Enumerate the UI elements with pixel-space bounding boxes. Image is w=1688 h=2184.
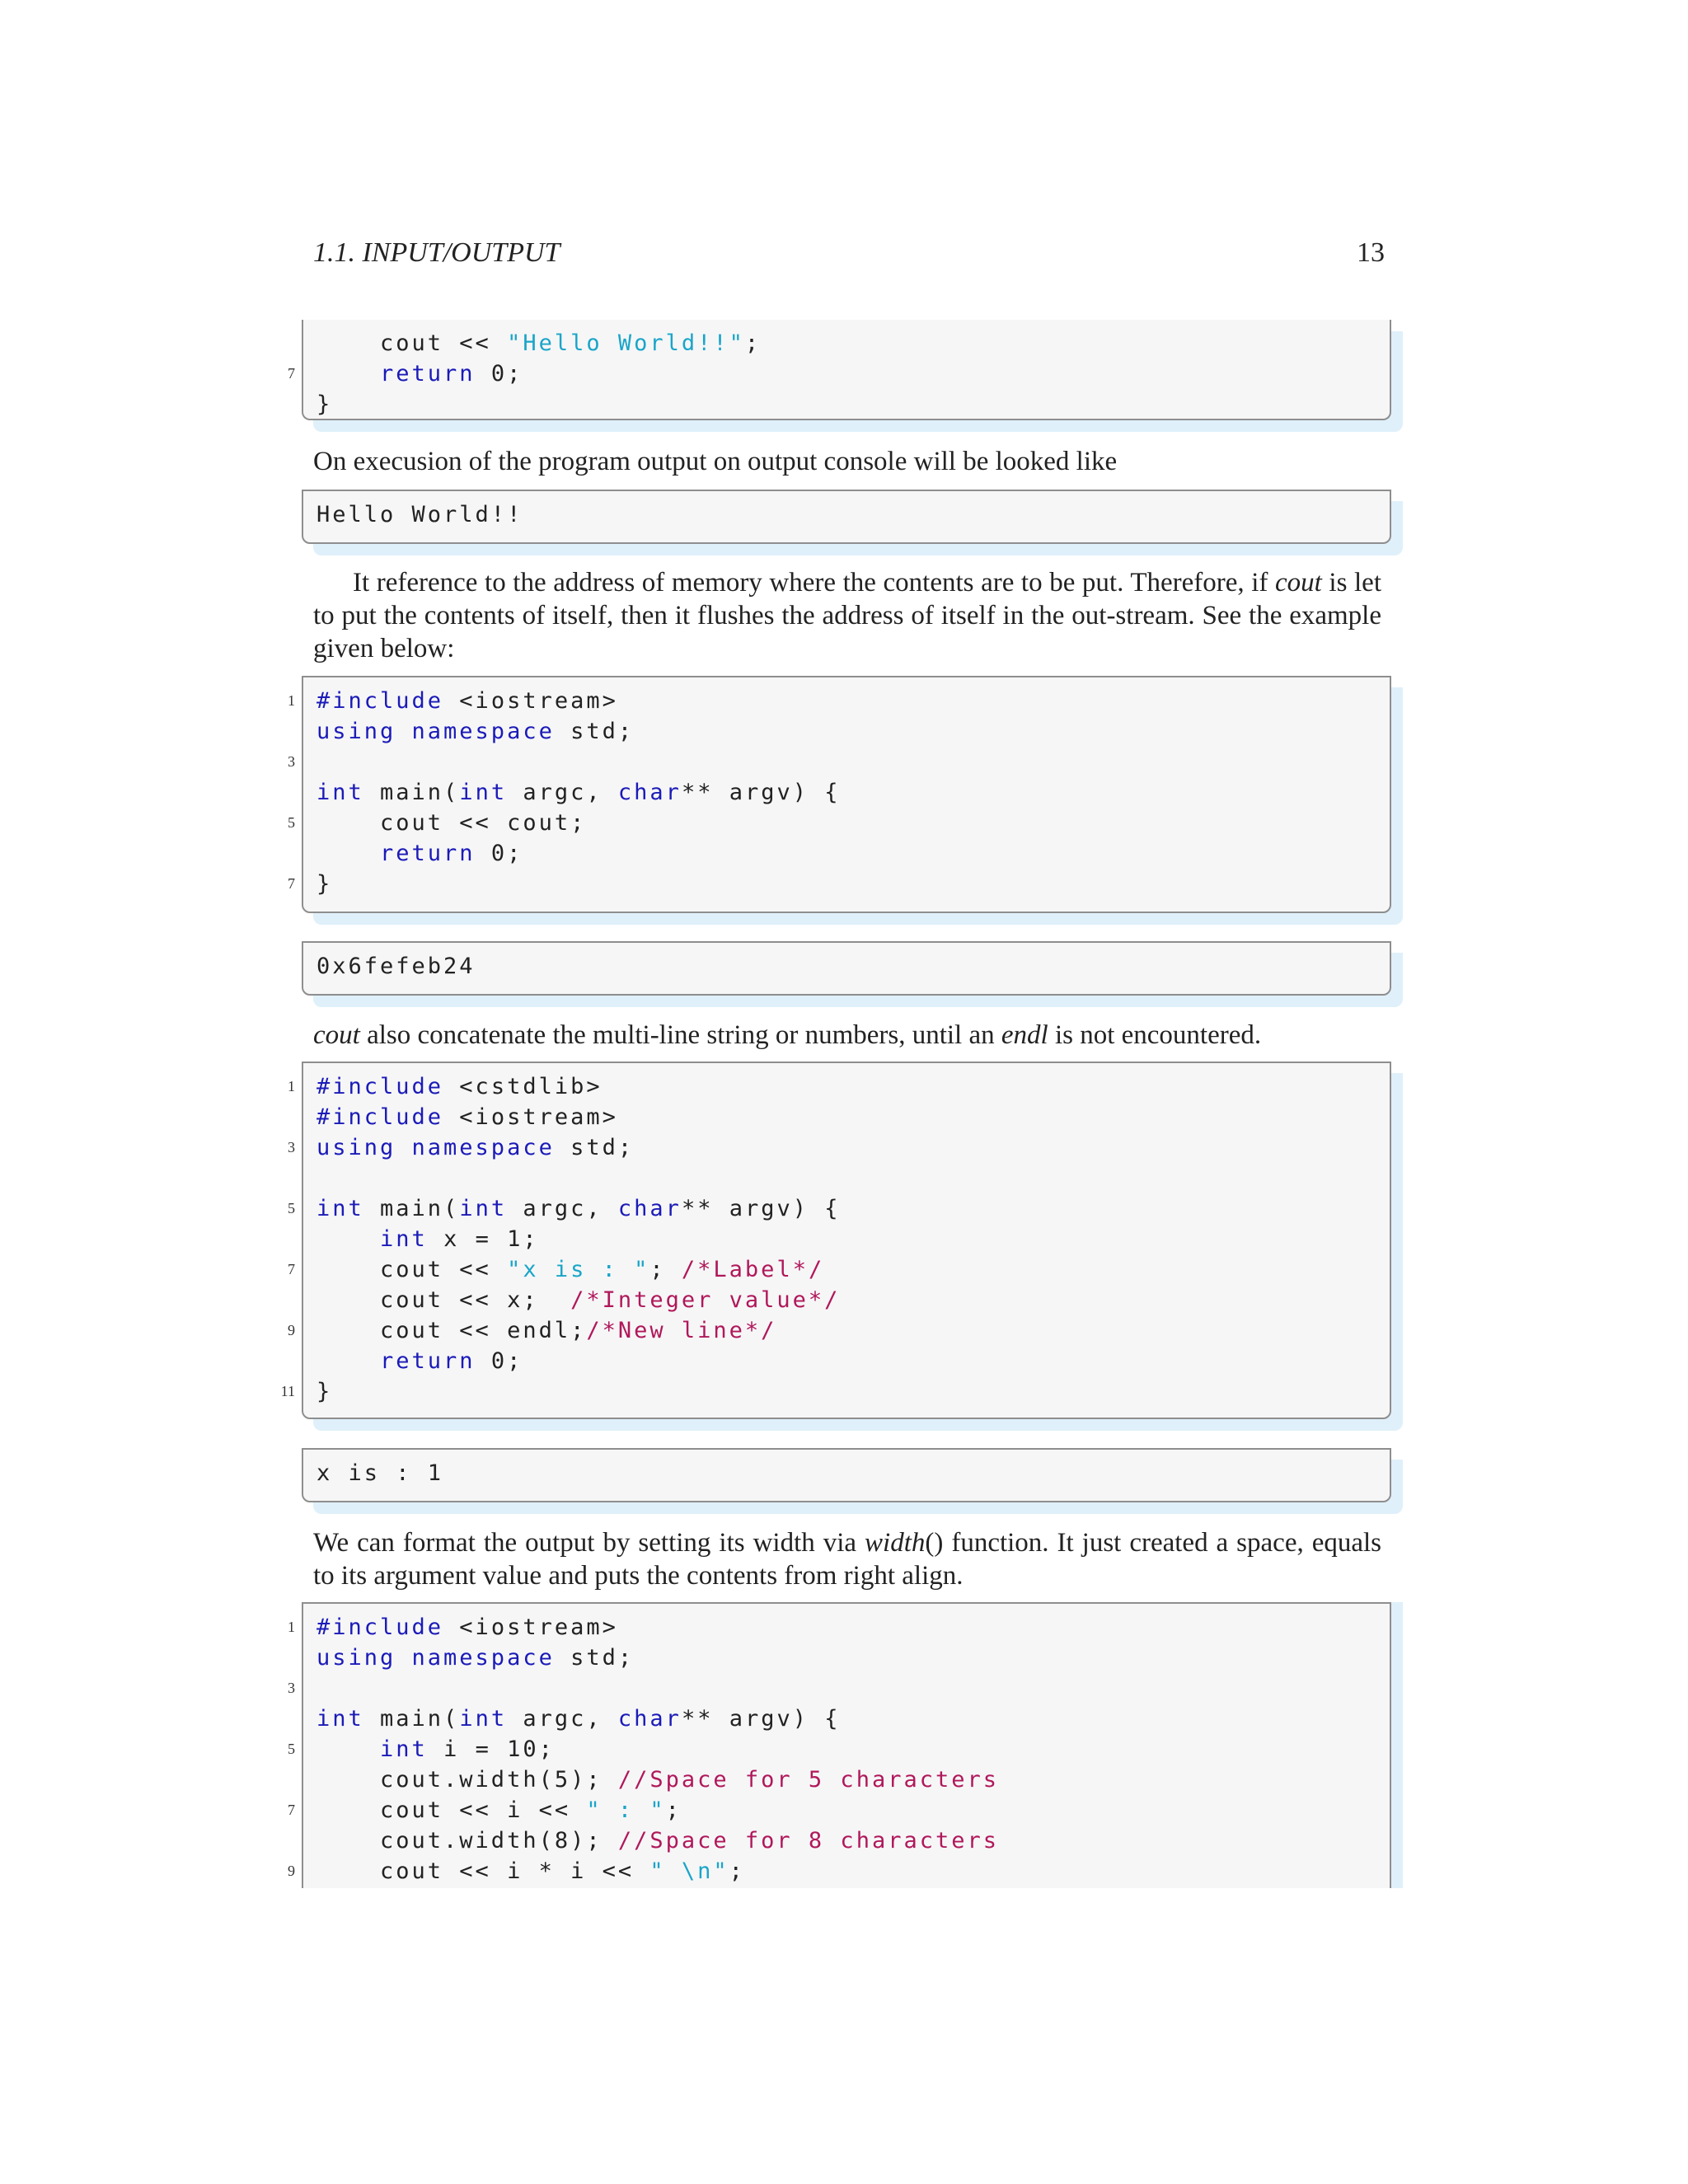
code-line	[288, 1315, 777, 1346]
code-token: using namespace	[316, 719, 555, 744]
code-token	[316, 1736, 380, 1762]
code-token: <cstdlib>	[443, 1074, 603, 1099]
code-token: ;	[649, 1257, 682, 1282]
code-token: char	[617, 1196, 682, 1221]
code-line	[316, 1765, 999, 1795]
code-token: #include	[316, 688, 444, 714]
code-line	[288, 1071, 603, 1102]
line-number: 7	[288, 875, 295, 892]
code-token: " : "	[586, 1797, 666, 1823]
code-line	[316, 1704, 841, 1734]
code-token	[316, 361, 380, 387]
code-token	[316, 841, 380, 866]
code-token: //Space for 5 characters	[617, 1767, 999, 1793]
code-token: cout.width(5);	[316, 1767, 618, 1793]
code-line	[288, 1734, 555, 1765]
code-line	[316, 838, 523, 869]
code-line	[288, 869, 333, 899]
code-line	[316, 499, 523, 530]
code-token: char	[617, 1706, 682, 1732]
code-token: x = 1;	[427, 1226, 539, 1252]
code-token: <iostream>	[443, 688, 618, 714]
code-token: " \n"	[649, 1858, 729, 1884]
code-token: ** argv) {	[681, 780, 841, 805]
code-token: return	[380, 841, 476, 866]
line-number: 5	[288, 814, 295, 831]
code-token: int	[380, 1736, 428, 1762]
code-token: int	[459, 1196, 508, 1221]
code-token: argc,	[507, 1196, 618, 1221]
paragraph-width: We can format the output by setting its width via width() function. It just created a space, equals to its argument value and puts the contents from right align.	[313, 1528, 1381, 1591]
code-token: }	[316, 391, 333, 417]
code-token: ;	[744, 330, 762, 356]
running-header	[313, 237, 1385, 274]
code-token: main(	[363, 1706, 460, 1732]
line-number: 7	[288, 1261, 295, 1277]
code-token: #include	[316, 1615, 444, 1640]
line-number: 11	[280, 1383, 295, 1399]
code-line	[288, 1612, 618, 1643]
code-line	[316, 1643, 634, 1673]
line-number: 3	[288, 753, 295, 770]
paragraph-concatenate: cout also concatenate the multi-line string or numbers, until an endl is not encountered.	[313, 1020, 1262, 1050]
code-line	[288, 1132, 635, 1163]
code-token: main(	[363, 1196, 460, 1221]
code-line	[316, 1102, 618, 1132]
code-token: 0;	[475, 1348, 523, 1374]
code-token: }	[316, 871, 333, 897]
console-output-x	[302, 1448, 1391, 1502]
code-token: "x is : "	[507, 1257, 650, 1282]
code-token: "Hello World!!"	[507, 330, 745, 356]
code-line	[316, 328, 761, 359]
code-token: argc,	[507, 1706, 618, 1732]
code-token: ** argv) {	[681, 1196, 841, 1221]
code-line	[316, 389, 332, 419]
code-token: int	[316, 780, 364, 805]
code-token: x is : 1	[316, 1460, 444, 1486]
code-token: char	[617, 780, 682, 805]
line-number: 1	[288, 1078, 295, 1094]
code-token: int	[459, 1706, 508, 1732]
code-token: }	[316, 1379, 333, 1404]
line-number: 5	[288, 1741, 295, 1757]
code-line	[288, 1795, 682, 1825]
code-line	[316, 1825, 999, 1856]
code-token: cout << i <<	[316, 1797, 587, 1823]
code-token: Hello World!!	[316, 502, 523, 527]
code-token: /*Integer value*/	[570, 1287, 841, 1313]
code-listing-continued	[288, 320, 1391, 420]
line-number: 1	[288, 692, 295, 709]
code-line	[316, 1346, 523, 1376]
code-line	[280, 1376, 333, 1407]
code-token: <iostream>	[443, 1615, 618, 1640]
console-output-address	[302, 941, 1391, 996]
code-token: 0;	[475, 841, 523, 866]
code-token: return	[380, 361, 476, 387]
line-number: 9	[288, 1863, 295, 1879]
code-token: ** argv) {	[681, 1706, 841, 1732]
code-token: std;	[554, 719, 635, 744]
code-token: cout <<	[316, 330, 508, 356]
code-listing-concat	[280, 1062, 1391, 1419]
code-line	[288, 359, 523, 389]
code-token: ;	[729, 1858, 745, 1884]
code-line	[288, 1193, 841, 1224]
code-token: cout << cout;	[316, 810, 587, 836]
code-token: int	[316, 1706, 364, 1732]
code-token: 0;	[475, 361, 523, 387]
code-token: std;	[554, 1135, 635, 1160]
code-token: cout <<	[316, 1257, 508, 1282]
code-line	[316, 951, 476, 982]
line-number: 7	[288, 1802, 295, 1818]
line-number: 1	[288, 1619, 295, 1635]
code-token: return	[380, 1348, 476, 1374]
code-line	[288, 686, 618, 716]
code-token: std;	[554, 1645, 635, 1671]
code-listing-width	[288, 1602, 1391, 1888]
code-token: cout << i * i <<	[316, 1858, 650, 1884]
line-number: 5	[288, 1200, 295, 1216]
code-token: <iostream>	[443, 1104, 618, 1130]
code-token: 0x6fefeb24	[316, 954, 476, 979]
code-token: i = 10;	[427, 1736, 555, 1762]
code-token: #include	[316, 1104, 444, 1130]
code-token: argc,	[507, 780, 618, 805]
code-token: cout.width(8);	[316, 1828, 618, 1854]
code-token	[316, 1226, 380, 1252]
code-line	[288, 1856, 745, 1886]
code-token: int	[380, 1226, 428, 1252]
code-token: ;	[665, 1797, 682, 1823]
line-number: 3	[288, 1139, 295, 1155]
code-line	[316, 777, 841, 808]
code-line	[288, 1254, 825, 1285]
code-token: /*Label*/	[681, 1257, 825, 1282]
line-number: 7	[288, 365, 295, 382]
code-token: int	[459, 780, 508, 805]
code-line	[316, 716, 634, 747]
code-line	[316, 1224, 539, 1254]
code-token: #include	[316, 1074, 444, 1099]
section-title: 1.1. INPUT/OUTPUT	[313, 237, 560, 268]
code-token: main(	[363, 780, 460, 805]
code-token: using namespace	[316, 1135, 555, 1160]
code-token: int	[316, 1196, 364, 1221]
console-output-hello	[302, 490, 1391, 544]
code-token: //Space for 8 characters	[617, 1828, 999, 1854]
code-token: using namespace	[316, 1645, 555, 1671]
code-line	[316, 1458, 443, 1488]
code-token: cout << endl;	[316, 1318, 587, 1343]
code-token	[316, 1348, 380, 1374]
code-token: cout << x;	[316, 1287, 571, 1313]
page-number: 13	[1357, 237, 1385, 268]
code-line	[288, 808, 587, 838]
line-number: 9	[288, 1322, 295, 1338]
line-number: 3	[288, 1680, 295, 1696]
code-token: /*New line*/	[586, 1318, 777, 1343]
code-line	[316, 1285, 840, 1315]
paragraph-cout-address: It reference to the address of memory where the contents are to be put. Therefore, if cout is let to put the contents of itself, then it flushes the address of itself in the out-stream. See the example given below:	[313, 568, 1381, 663]
paragraph-output-intro: On execusion of the program output on output console will be looked like	[313, 447, 1118, 476]
code-listing-cout-address	[288, 676, 1391, 913]
